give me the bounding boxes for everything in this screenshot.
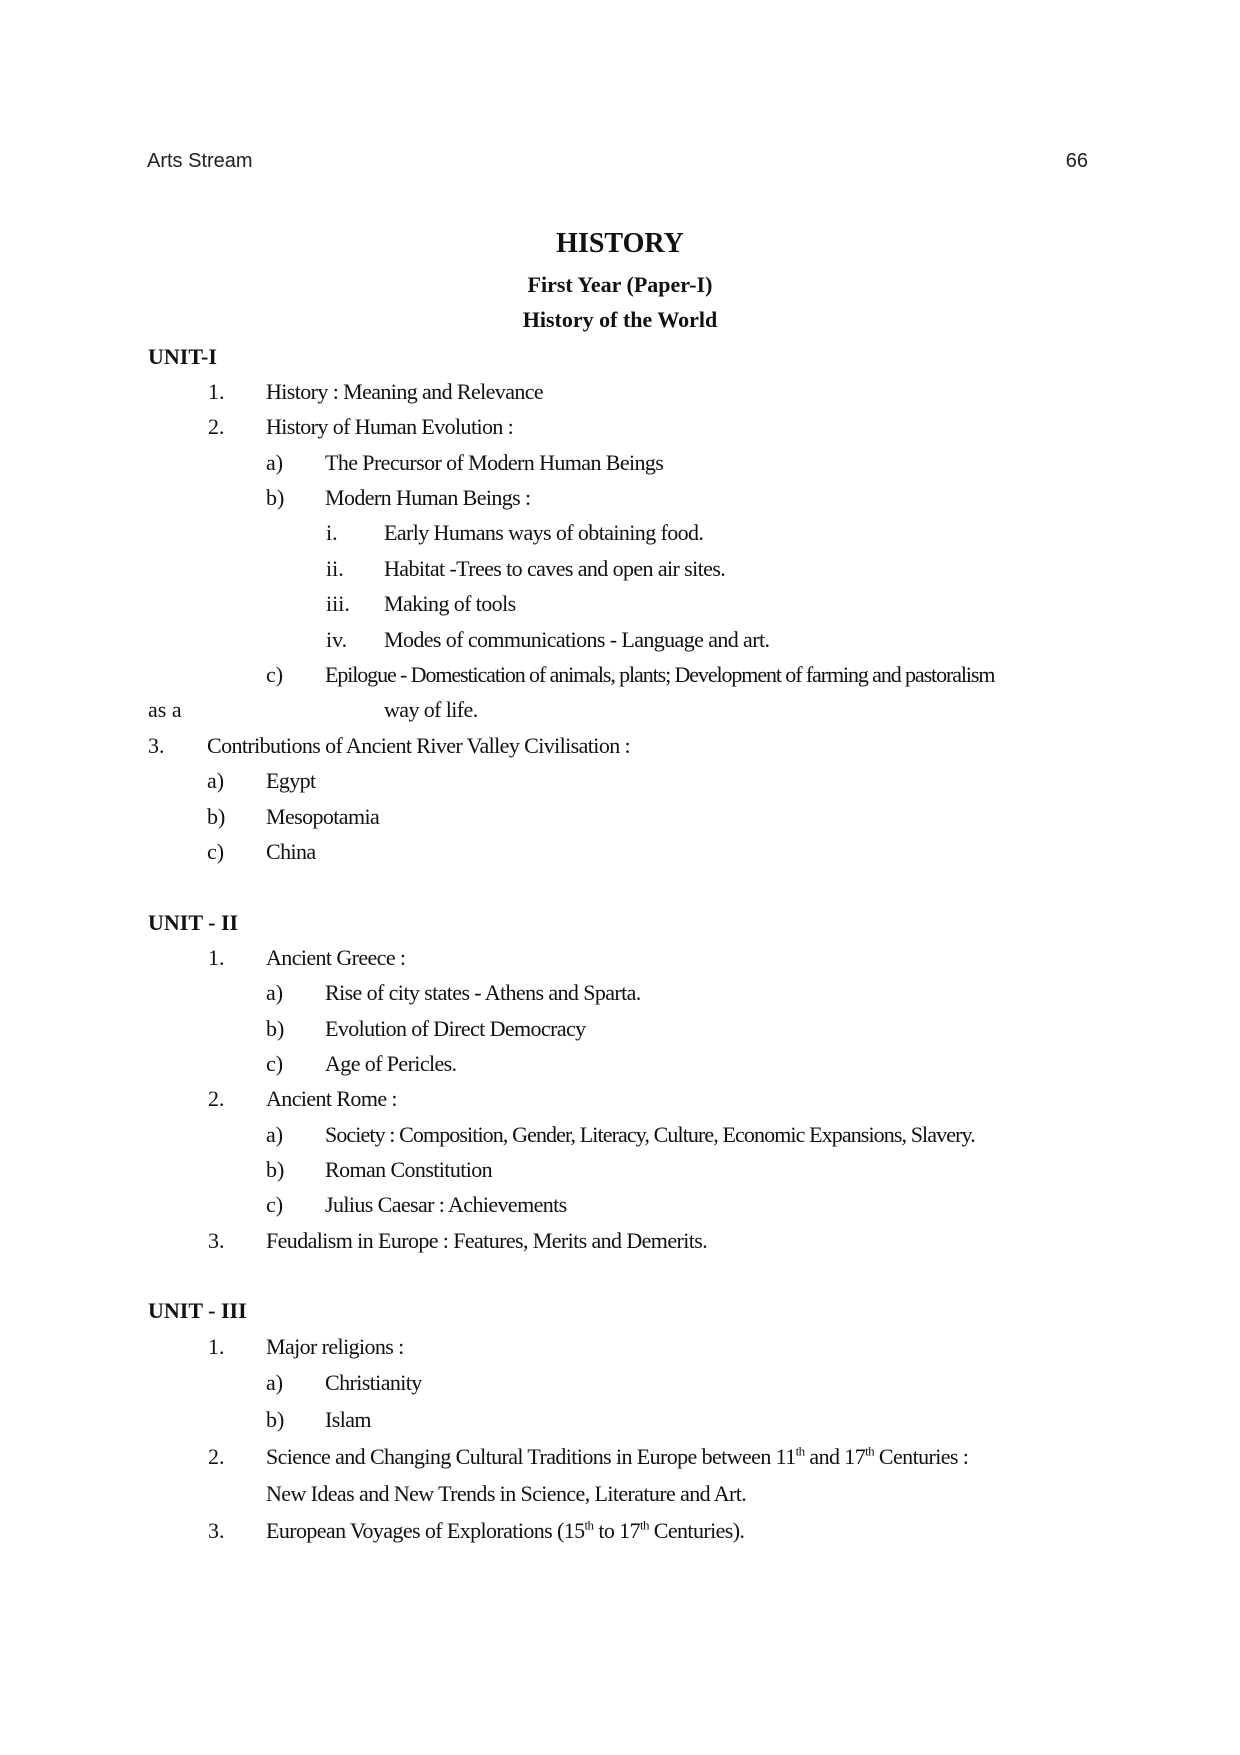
list-number: 1. (208, 379, 225, 404)
list-item (266, 1518, 744, 1544)
list-letter: a) (266, 1370, 284, 1395)
unit-1-heading: UNIT-I (148, 344, 217, 369)
list-number: 1. (208, 945, 225, 970)
list-item: Evolution of Direct Democracy (325, 1016, 586, 1041)
list-item-continuation: as a (148, 697, 182, 722)
list-item: Julius Caesar : Achievements (325, 1192, 567, 1217)
list-item: Modes of communications - Language and art. (384, 627, 770, 652)
list-item (266, 1444, 968, 1470)
list-item: Rise of city states - Athens and Sparta. (325, 980, 641, 1005)
list-item: Habitat -Trees to caves and open air sites. (384, 556, 726, 581)
list-item: Modern Human Beings : (325, 485, 531, 510)
list-letter: b) (207, 804, 226, 829)
running-header: Arts Stream (147, 150, 253, 172)
list-letter: b) (266, 1407, 285, 1432)
list-letter: b) (266, 1016, 285, 1041)
list-item: Contributions of Ancient River Valley Civilisation : (207, 733, 631, 758)
list-item-text: Centuries : (874, 1444, 969, 1469)
list-number: 3. (208, 1518, 225, 1543)
list-number: 1. (208, 1334, 225, 1359)
list-number: 2. (208, 1086, 225, 1111)
superscript: th (584, 1517, 594, 1533)
list-item-text: European Voyages of Explorations (15 (266, 1518, 585, 1543)
superscript: th (795, 1443, 805, 1459)
list-item-text: to 17 (593, 1518, 640, 1543)
list-item-continuation: New Ideas and New Trends in Science, Literature and Art. (266, 1481, 747, 1506)
list-item-text: Centuries). (648, 1518, 745, 1543)
list-item: Making of tools (384, 591, 516, 616)
superscript: th (639, 1517, 649, 1533)
list-item-continuation: way of life. (384, 697, 478, 722)
list-letter: c) (207, 839, 225, 864)
list-item: The Precursor of Modern Human Beings (325, 450, 664, 475)
list-item: Roman Constitution (325, 1157, 493, 1182)
list-item: Feudalism in Europe : Features, Merits and Demerits. (266, 1228, 708, 1253)
list-roman: iii. (326, 591, 350, 616)
list-item: Ancient Rome : (266, 1086, 397, 1111)
list-item-text: Science and Changing Cultural Traditions in Europe between 11 (266, 1444, 796, 1469)
superscript: th (865, 1443, 875, 1459)
list-letter: c) (266, 1192, 284, 1217)
list-item-text: and 17 (804, 1444, 866, 1469)
unit-3-heading: UNIT - III (148, 1298, 247, 1323)
list-item: Egypt (266, 768, 316, 793)
list-item: History : Meaning and Relevance (266, 379, 544, 404)
list-roman: ii. (326, 556, 344, 581)
list-letter: a) (266, 1122, 284, 1147)
list-item: History of Human Evolution : (266, 414, 514, 439)
list-letter: a) (266, 450, 284, 475)
list-letter: a) (207, 768, 225, 793)
list-roman: iv. (326, 627, 348, 652)
list-letter: c) (266, 662, 284, 687)
list-letter: a) (266, 980, 284, 1005)
course-title: History of the World (522, 307, 718, 332)
list-item: China (266, 839, 316, 864)
list-item: Early Humans ways of obtaining food. (384, 520, 704, 545)
list-letter: c) (266, 1051, 284, 1076)
list-letter: b) (266, 1157, 285, 1182)
list-item: Ancient Greece : (266, 945, 406, 970)
subject-title: HISTORY (556, 228, 684, 259)
list-item: Age of Pericles. (325, 1051, 457, 1076)
list-roman: i. (326, 520, 338, 545)
unit-2-heading: UNIT - II (148, 910, 239, 935)
list-item: Society : Composition, Gender, Literacy, Culture, Economic Expansions, Slavery. (325, 1122, 975, 1147)
list-number: 3. (208, 1228, 225, 1253)
paper-title: First Year (Paper-I) (527, 272, 713, 297)
list-number: 2. (208, 414, 225, 439)
list-item: Christianity (325, 1370, 422, 1395)
list-number: 2. (208, 1444, 225, 1469)
list-item: Islam (325, 1407, 371, 1432)
list-item: Major religions : (266, 1334, 404, 1359)
page-number: 66 (1065, 150, 1088, 172)
list-letter: b) (266, 485, 285, 510)
list-item: Mesopotamia (266, 804, 380, 829)
list-item: Epilogue - Domestication of animals, plants; Development of farming and pastoralism (325, 662, 995, 687)
list-number: 3. (148, 733, 165, 758)
